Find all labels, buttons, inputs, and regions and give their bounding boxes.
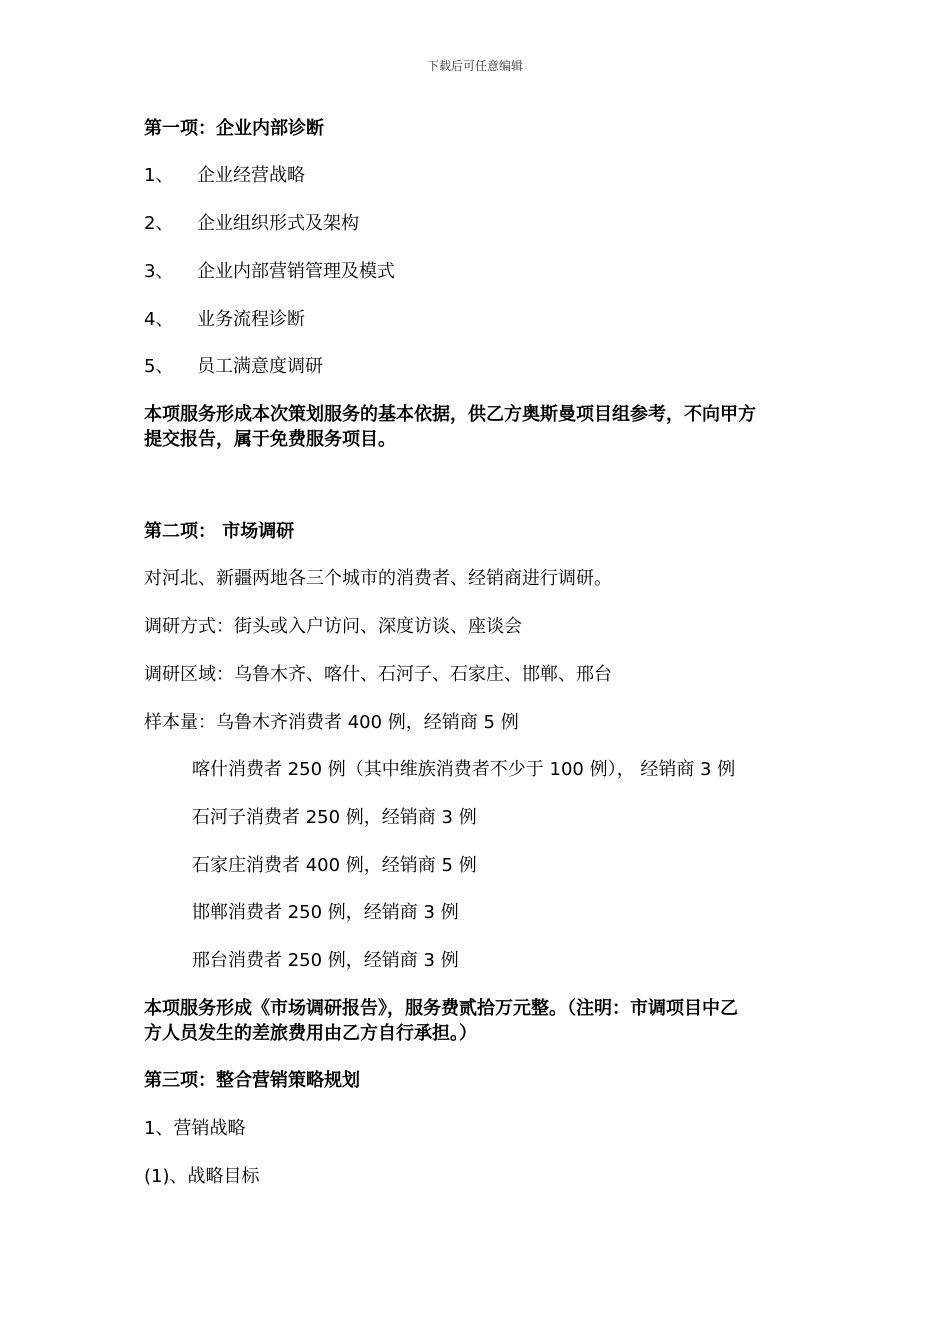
note-line: 提交报告，属于免费服务项目。 (144, 429, 396, 450)
list-item-number: 2、 (144, 213, 174, 234)
list-item-number: 1、 (144, 165, 174, 186)
body-line: (1)、战略目标 (144, 1166, 260, 1187)
section1-title: 第一项：企业内部诊断 (144, 118, 324, 139)
list-item-number: 3、 (144, 261, 174, 282)
sample-line: 喀什消费者 250 例（其中维族消费者不少于 100 例）， 经销商 3 例 (192, 759, 736, 780)
list-item (144, 260, 395, 284)
list-item (144, 355, 323, 379)
section2-title: 第二项： 市场调研 (144, 521, 295, 542)
section1-note (144, 402, 804, 452)
list-item-text: 企业经营战略 (197, 165, 305, 186)
page-header: 下载后可任意编辑 (426, 59, 523, 73)
note-line: 方人员发生的差旅费用由乙方自行承担。） (144, 1023, 477, 1044)
list-item (144, 308, 305, 332)
sample-line: 石家庄消费者 400 例，经销商 5 例 (192, 855, 477, 876)
list-item (144, 212, 359, 236)
note-line: 本项服务形成《市场调研报告》，服务费贰拾万元整。（注明：市调项目中乙 (144, 998, 738, 1019)
list-item-text: 业务流程诊断 (197, 309, 305, 330)
list-item-text: 企业组织形式及架构 (197, 213, 359, 234)
list-item-number: 5、 (144, 356, 174, 377)
section3-title: 第三项：整合营销策略规划 (144, 1070, 360, 1091)
list-item-text: 员工满意度调研 (197, 356, 323, 377)
sample-line: 邯郸消费者 250 例，经销商 3 例 (192, 902, 459, 923)
list-item (144, 164, 305, 188)
body-line: 样本量：乌鲁木齐消费者 400 例，经销商 5 例 (144, 712, 519, 733)
sample-line: 邢台消费者 250 例，经销商 3 例 (192, 950, 459, 971)
list-item-number: 4、 (144, 309, 174, 330)
body-line: 调研区域：乌鲁木齐、喀什、石河子、石家庄、邯郸、邢台 (144, 664, 612, 685)
list-item-text: 企业内部营销管理及模式 (197, 261, 395, 282)
body-line: 1、营销战略 (144, 1118, 246, 1139)
body-line: 对河北、新疆两地各三个城市的消费者、经销商进行调研。 (144, 568, 612, 589)
body-line: 调研方式：街头或入户访问、深度访谈、座谈会 (144, 616, 522, 637)
sample-line: 石河子消费者 250 例，经销商 3 例 (192, 807, 477, 828)
note-line: 本项服务形成本次策划服务的基本依据，供乙方奥斯曼项目组参考，不向甲方 (144, 404, 756, 425)
section2-note (144, 996, 804, 1046)
